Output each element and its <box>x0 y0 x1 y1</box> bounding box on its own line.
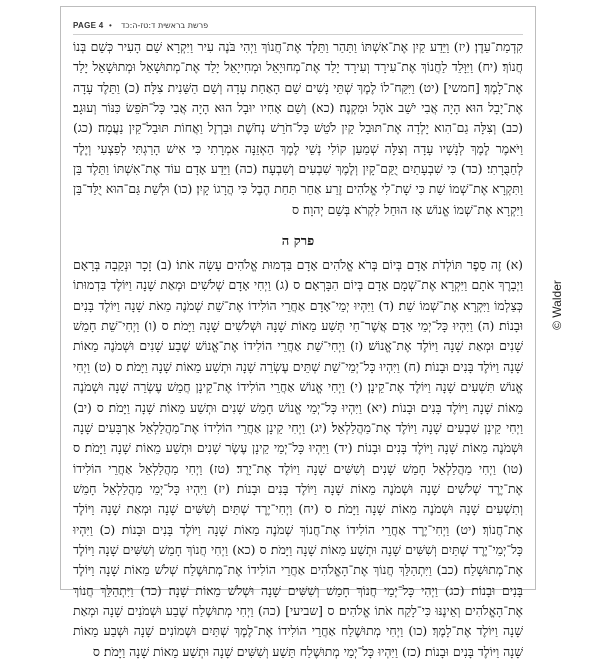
chapter-heading: פרק ה <box>281 234 315 250</box>
document-page <box>60 6 536 659</box>
parsha-reference: פרשת בראשית ד:טז-ה:כד <box>121 21 209 30</box>
text-paragraph-chapter-4: קִדְמַת־עֵדֶן׃ (יז) וַיֵּדַע קַיִן אֶת־אִשְׁתּוֹ וַתַּהַר וַתֵּלֶד אֶת־חֲנוֹךְ וַיְהִי בֹּנֶה עִיר וַיִּקְרָא שֵׁם הָעִיר כְּשֵׁם בְּנוֹ חֲנוֹךְ׃ (יח) וַיִּוָּלֵד לַחֲנוֹךְ אֶת־עִירָד וְעִירָד יָלַד אֶת־מְחוּיָאֵל וּמְחִייָאֵל יָלַד אֶת־מְתוּשָׁאֵל וּמְתוּשָׁאֵל יָלַד אֶת־לָמֶךְ׃ [חמשי] (יט) וַיִּקַּח־לוֹ לֶמֶךְ שְׁתֵּי נָשִׁים שֵׁם הָאַחַת עָדָה וְשֵׁם הַשֵּׁנִית צִלָּה׃ (כ) וַתֵּלֶד עָדָה אֶת־יָבָל הוּא הָיָה אֲבִי יֹשֵׁב אֹהֶל וּמִקְנֶה׃ (כא) וְשֵׁם אָחִיו יוּבָל הוּא הָיָה אֲבִי כָּל־תֹּפֵשׂ כִּנּוֹר וְעוּגָב׃ (כב) וְצִלָּה גַם־הִוא יָלְדָה אֶת־תּוּבַל קַיִן לֹטֵשׁ כָּל־חֹרֵשׁ נְחֹשֶׁת וּבַרְזֶל וַאֲחוֹת תּוּבַל־קַיִן נַעֲמָה׃ (כג) וַיֹּאמֶר לֶמֶךְ לְנָשָׁיו עָדָה וְצִלָּה שְׁמַעַן קוֹלִי נְשֵׁי לֶמֶךְ הַאְזֵנָּה אִמְרָתִי כִּי אִישׁ הָרַגְתִּי לְפִצְעִי וְיֶלֶד לְחַבֻּרָתִי׃ (כד) כִּי שִׁבְעָתַיִם יֻקַּם־קָיִן וְלֶמֶךְ שִׁבְעִים וְשִׁבְעָה׃ (כה) וַיֵּדַע אָדָם עוֹד אֶת־אִשְׁתּוֹ וַתֵּלֶד בֵּן וַתִּקְרָא אֶת־שְׁמוֹ שֵׁת כִּי שָׁת־לִי אֱלֹהִים זֶרַע אַחֵר תַּחַת הֶבֶל כִּי הֲרָגוֹ קָיִן׃ (כו) וּלְשֵׁת גַּם־הוּא יֻלַּד־בֵּן וַיִּקְרָא אֶת־שְׁמוֹ אֱנוֹשׁ אָז הוּחַל לִקְרֹא בְּשֵׁם יְהוָה׃ ס <box>73 39 523 217</box>
page-header <box>73 20 523 35</box>
text-paragraph-chapter-5: (א) זֶה סֵפֶר תּוֹלְדֹת אָדָם בְּיוֹם בְּרֹא אֱלֹהִים אָדָם בִּדְמוּת אֱלֹהִים עָשָׂה אֹתוֹ׃ (ב) זָכָר וּנְקֵבָה בְּרָאָם וַיְבָרֶךְ אֹתָם וַיִּקְרָא אֶת־שְׁמָם אָדָם בְּיוֹם הִבָּרְאָם׃ ס (ג) וַיְחִי אָדָם שְׁלֹשִׁים וּמְאַת שָׁנָה וַיּוֹלֶד בִּדְמוּתוֹ כְּצַלְמוֹ וַיִּקְרָא אֶת־שְׁמוֹ שֵׁת׃ (ד) וַיִּהְיוּ יְמֵי־אָדָם אַחֲרֵי הוֹלִידוֹ אֶת־שֵׁת שְׁמֹנֶה מֵאֹת שָׁנָה וַיּוֹלֶד בָּנִים וּבָנוֹת׃ (ה) וַיִּהְיוּ כָּל־יְמֵי אָדָם אֲשֶׁר־חַי תְּשַׁע מֵאוֹת שָׁנָה וּשְׁלֹשִׁים שָׁנָה וַיָּמֹת׃ ס (ו) וַיְחִי־שֵׁת חָמֵשׁ שָׁנִים וּמְאַת שָׁנָה וַיּוֹלֶד אֶת־אֱנוֹשׁ׃ (ז) וַיְחִי־שֵׁת אַחֲרֵי הוֹלִידוֹ אֶת־אֱנוֹשׁ שֶׁבַע שָׁנִים וּשְׁמֹנֶה מֵאוֹת שָׁנָה וַיּוֹלֶד בָּנִים וּבָנוֹת׃ (ח) וַיִּהְיוּ כָּל־יְמֵי־שֵׁת שְׁתֵּים עֶשְׂרֵה שָׁנָה וּתְשַׁע מֵאוֹת שָׁנָה וַיָּמֹת׃ ס (ט) וַיְחִי אֱנוֹשׁ תִּשְׁעִים שָׁנָה וַיּוֹלֶד אֶת־קֵינָן׃ (י) וַיְחִי אֱנוֹשׁ אַחֲרֵי הוֹלִידוֹ אֶת־קֵינָן חֲמֵשׁ עֶשְׂרֵה שָׁנָה וּשְׁמֹנֶה מֵאוֹת שָׁנָה וַיּוֹלֶד בָּנִים וּבָנוֹת׃ (יא) וַיִּהְיוּ כָּל־יְמֵי אֱנוֹשׁ חָמֵשׁ שָׁנִים וּתְשַׁע מֵאוֹת שָׁנָה וַיָּמֹת׃ ס (יב) וַיְחִי קֵינָן שִׁבְעִים שָׁנָה וַיּוֹלֶד אֶת־מַהֲלַלְאֵל׃ (יג) וַיְחִי קֵינָן אַחֲרֵי הוֹלִידוֹ אֶת־מַהֲלַלְאֵל אַרְבָּעִים שָׁנָה וּשְׁמֹנֶה מֵאוֹת שָׁנָה וַיּוֹלֶד בָּנִים וּבָנוֹת׃ (יד) וַיִּהְיוּ כָּל־יְמֵי קֵינָן עֶשֶׂר שָׁנִים וּתְשַׁע מֵאוֹת שָׁנָה וַיָּמֹת׃ ס (טו) וַיְחִי מַהֲלַלְאֵל חָמֵשׁ שָׁנִים וְשִׁשִּׁים שָׁנָה וַיּוֹלֶד אֶת־יָרֶד׃ (טז) וַיְחִי מַהֲלַלְאֵל אַחֲרֵי הוֹלִידוֹ אֶת־יֶרֶד שְׁלֹשִׁים שָׁנָה וּשְׁמֹנֶה מֵאוֹת שָׁנָה וַיּוֹלֶד בָּנִים וּבָנוֹת׃ (יז) וַיִּהְיוּ כָּל־יְמֵי מַהֲלַלְאֵל חָמֵשׁ וְתִשְׁעִים שָׁנָה וּשְׁמֹנֶה מֵאוֹת שָׁנָה וַיָּמֹת׃ ס (יח) וַיְחִי־יֶרֶד שְׁתַּיִם וְשִׁשִּׁים שָׁנָה וּמְאַת שָׁנָה וַיּוֹלֶד אֶת־חֲנוֹךְ׃ (יט) וַיְחִי־יֶרֶד אַחֲרֵי הוֹלִידוֹ אֶת־חֲנוֹךְ שְׁמֹנֶה מֵאוֹת שָׁנָה וַיּוֹלֶד בָּנִים וּבָנוֹת׃ (כ) וַיִּהְיוּ כָּל־יְמֵי־יֶרֶד שְׁתַּיִם וְשִׁשִּׁים שָׁנָה וּתְשַׁע מֵאוֹת שָׁנָה וַיָּמֹת׃ ס (כא) וַיְחִי חֲנוֹךְ חָמֵשׁ וְשִׁשִּׁים שָׁנָה וַיּוֹלֶד אֶת־מְתוּשָׁלַח׃ (כב) וַיִּתְהַלֵּךְ חֲנוֹךְ אֶת־הָאֱלֹהִים אַחֲרֵי הוֹלִידוֹ אֶת־מְתוּשֶׁלַח שְׁלֹשׁ מֵאוֹת שָׁנָה וַיּוֹלֶד בָּנִים וּבָנוֹת׃ (כג) וַיְהִי כָּל־יְמֵי חֲנוֹךְ חָמֵשׁ וְשִׁשִּׁים שָׁנָה וּשְׁלֹשׁ מֵאוֹת שָׁנָה׃ (כד) וַיִּתְהַלֵּךְ חֲנוֹךְ אֶת־הָאֱלֹהִים וְאֵינֶנּוּ כִּי־לָקַח אֹתוֹ אֱלֹהִים׃ ס [שביעי] (כה) וַיְחִי מְתוּשֶׁלַח שֶׁבַע וּשְׁמֹנִים שָׁנָה וּמְאַת שָׁנָה וַיּוֹלֶד אֶת־לָמֶךְ׃ (כו) וַיְחִי מְתוּשֶׁלַח אַחֲרֵי הוֹלִידוֹ אֶת־לֶמֶךְ שְׁתַּיִם וּשְׁמוֹנִים שָׁנָה וּשְׁבַע מֵאוֹת שָׁנָה וַיּוֹלֶד בָּנִים וּבָנוֹת׃ (כז) וַיִּהְיוּ כָּל־יְמֵי מְתוּשֶׁלַח תֵּשַׁע וְשִׁשִּׁים שָׁנָה וּתְשַׁע מֵאוֹת שָׁנָה וַיָּמֹת׃ ס <box>73 257 523 659</box>
page-number-label: PAGE 4 <box>73 21 104 30</box>
copyright-notice <box>550 280 564 330</box>
copyright-text: © Walder <box>550 280 564 330</box>
hebrew-text-block <box>73 37 523 662</box>
header-separator: • <box>109 21 112 30</box>
